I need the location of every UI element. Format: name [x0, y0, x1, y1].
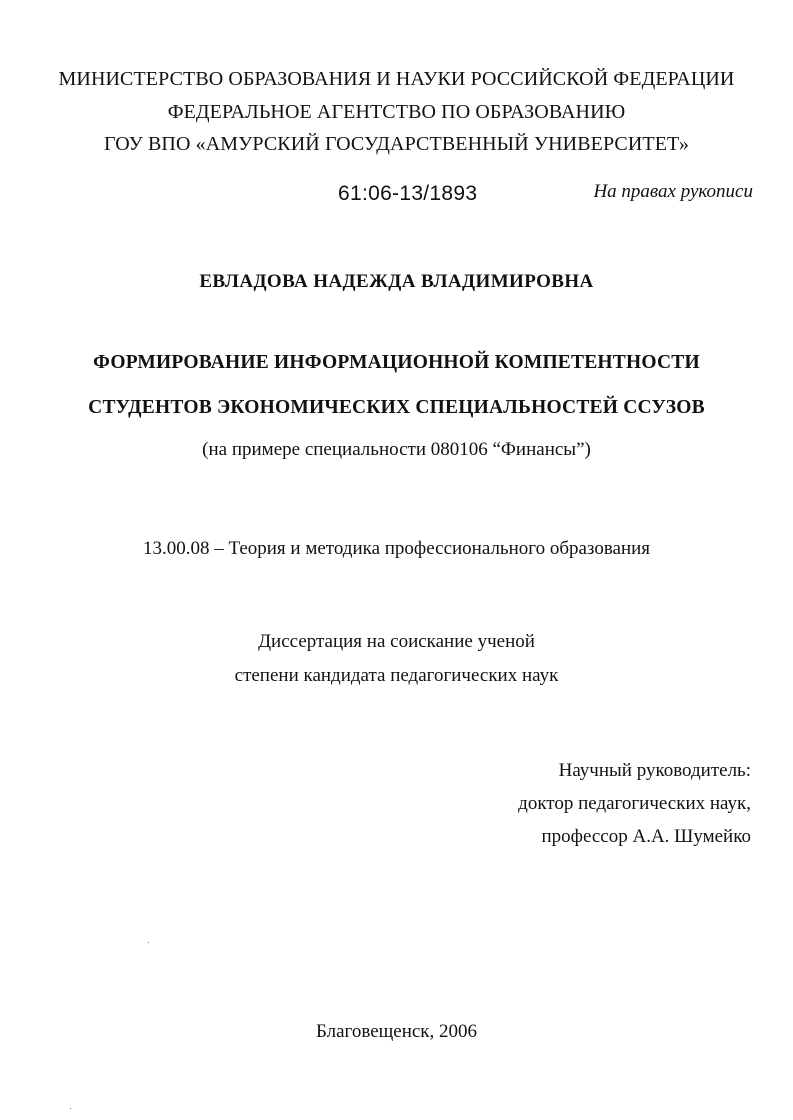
university-heading: ГОУ ВПО «АМУРСКИЙ ГОСУДАРСТВЕННЫЙ УНИВЕРСИТЕТ» — [104, 133, 689, 155]
ministry-heading: МИНИСТЕРСТВО ОБРАЗОВАНИЯ И НАУКИ РОССИЙСКОЙ ФЕДЕРАЦИИ — [58, 68, 735, 90]
dissertation-degree-line-2: степени кандидата педагогических наук — [234, 665, 559, 686]
scan-speck — [148, 942, 149, 943]
agency-heading: ФЕДЕРАЛЬНОЕ АГЕНТСТВО ПО ОБРАЗОВАНИЮ — [167, 101, 626, 123]
author-name: ЕВЛАДОВА НАДЕЖДА ВЛАДИМИРОВНА — [199, 271, 594, 292]
dissertation-title-line-2: СТУДЕНТОВ ЭКОНОМИЧЕСКИХ СПЕЦИАЛЬНОСТЕЙ ССУЗОВ — [88, 397, 705, 418]
specialty-code: 13.00.08 – Теория и методика профессионального образования — [142, 538, 651, 559]
place-and-year: Благовещенск, 2006 — [315, 1021, 478, 1042]
supervisor-name: профессор А.А. Шумейко — [541, 826, 751, 847]
dissertation-degree-line-1: Диссертация на соискание ученой — [258, 631, 535, 652]
dissertation-subtitle: (на примере специальности 080106 “Финансы”) — [202, 439, 591, 460]
catalog-code: 61:06-13/1893 — [338, 182, 478, 205]
supervisor-label: Научный руководитель: — [558, 760, 751, 781]
scan-speck — [70, 1108, 71, 1109]
dissertation-title-line-1: ФОРМИРОВАНИЕ ИНФОРМАЦИОННОЙ КОМПЕТЕНТНОСТИ — [93, 352, 700, 373]
supervisor-degree: доктор педагогических наук, — [518, 793, 751, 814]
manuscript-rights-note: На правах рукописи — [593, 181, 753, 202]
